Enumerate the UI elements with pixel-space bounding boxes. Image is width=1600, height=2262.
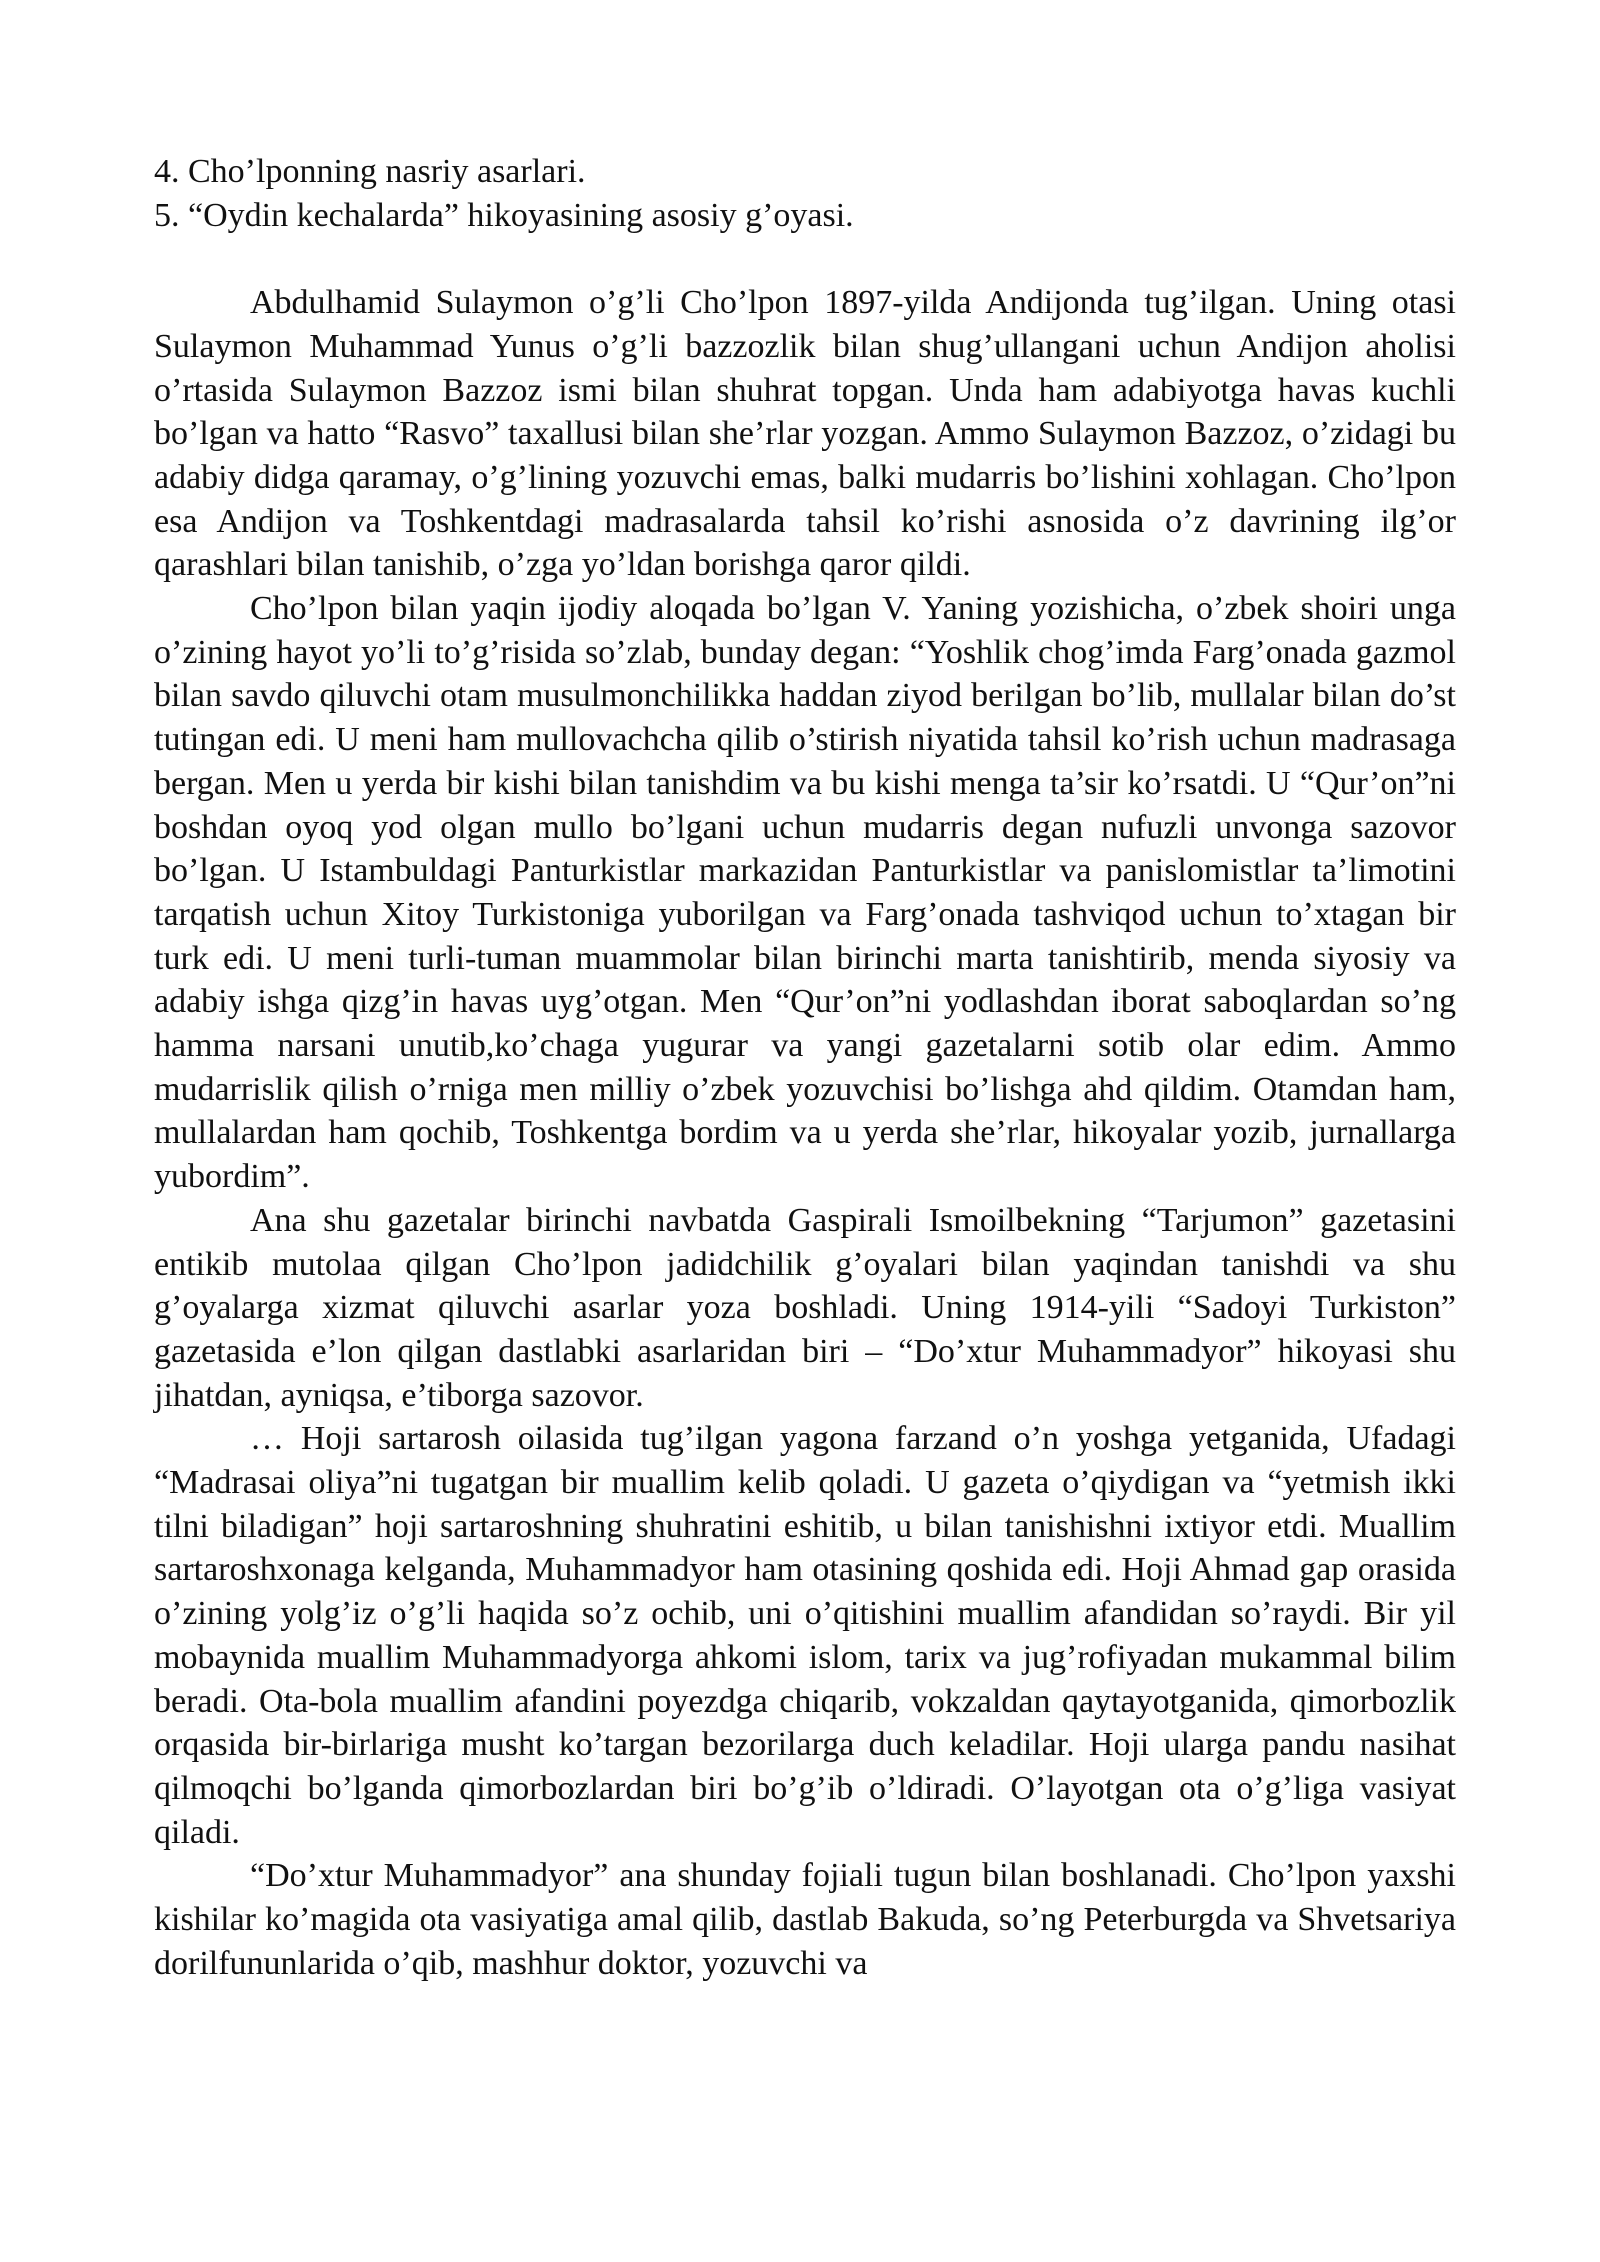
list-item: 5. “Oydin kechalarda” hikoyasining asosiy g’oyasi. (154, 196, 854, 234)
paragraph: … Hoji sartarosh oilasida tug’ilgan yagona farzand o’n yoshga yetganida, Ufadagi “Madrasai oliya”ni tugatgan bir muallim kelib qoladi. U gazeta o’qiydigan va “yetmish ikki tilni biladigan” hoji sartaroshning shuhratini eshitib, u bilan tanishishni ixtiyor etdi. Muallim sartaroshxonaga kelganda, Muhammadyor ham otasining qoshida edi. Hoji Ahmad gap orasida o’zining yolg’iz o’g’li haqida so’z ochib, uni o’qitishini muallim afandidan so’raydi. Bir yil mobaynida muallim Muhammadyorga ahkomi islom, tarix va jug’rofiyadan mukammal bilim beradi. Ota-bola muallim afandini poyezdga chiqarib, vokzaldan qaytayotganida, qimorbozlik orqasida bir-birlariga musht ko’targan bezorilarga duch keladilar. Hoji ularga pandu nasihat qilmoqchi bo’lganda qimorbozlardan biri bo’g’ib o’ldiradi. O’layotgan ota o’g’liga vasiyat qiladi. (154, 1420, 1456, 1851)
document-page (154, 150, 1456, 1986)
blank-line (154, 237, 1456, 281)
paragraph: Abdulhamid Sulaymon o’g’li Cho’lpon 1897-yilda Andijonda tug’ilgan. Uning otasi Sulaymon Muhammad Yunus o’g’li bazzozlik bilan shug’ullangani uchun Andijon aholisi o’rtasida Sulaymon Bazzoz ismi bilan shuhrat topgan. Unda ham adabiyotga havas kuchli bo’lgan va hatto “Rasvo” taxallusi bilan she’rlar yozgan. Ammo Sulaymon Bazzoz, o’zidagi bu adabiy didga qaramay, o’g’lining yozuvchi emas, balki mudarris bo’lishini xohlagan. Cho’lpon esa Andijon va Toshkentdagi madrasalarda tahsil ko’rishi asnosida o’z davrining ilg’or qarashlari bilan tanishib, o’zga yo’ldan borishga qaror qildi. (154, 284, 1456, 584)
paragraph: Ana shu gazetalar birinchi navbatda Gaspirali Ismoilbekning “Tarjumon” gazetasini entikib mutolaa qilgan Cho’lpon jadidchilik g’oyalari bilan yaqindan tanishdi va shu g’oyalarga xizmat qiluvchi asarlar yoza boshladi. Uning 1914-yili “Sadoyi Turkiston” gazetasida e’lon qilgan dastlabki asarlaridan biri – “Do’xtur Muhammadyor” hikoyasi shu jihatdan, ayniqsa, e’tiborga sazovor. (154, 1201, 1456, 1414)
paragraph: Cho’lpon bilan yaqin ijodiy aloqada bo’lgan V. Yaning yozishicha, o’zbek shoiri unga o’zining hayot yo’li to’g’risida so’zlab, bunday degan: “Yoshlik chog’imda Farg’onada gazmol bilan savdo qiluvchi otam musulmonchilikka haddan ziyod berilgan bo’lib, mullalar bilan do’st tutingan edi. U meni ham mullovachcha qilib o’stirish niyatida tahsil ko’rish uchun madrasaga bergan. Men u yerda bir kishi bilan tanishdim va bu kishi menga ta’sir ko’rsatdi. U “Qur’on”ni boshdan oyoq yod olgan mullo bo’lgani uchun mudarris degan nufuzli unvonga sazovor bo’lgan. U Istambuldagi Panturkistlar markazidan Panturkistlar va panislomistlar ta’limotini tarqatish uchun Xitoy Turkistoniga yuborilgan va Farg’onada tashviqod uchun to’xtagan bir turk edi. U meni turli-tuman muammolar bilan birinchi marta tanishtirib, menda siyosiy va adabiy ishga qizg’in havas uyg’otgan. Men “Qur’on”ni yodlashdan iborat saboqlardan so’ng hamma narsani unutib,ko’chaga yugurar va yangi gazetalarni sotib olar edim. Ammo mudarrislik qilish o’rniga men milliy o’zbek yozuvchisi bo’lishga ahd qildim. Otamdan ham, mullalardan ham qochib, Toshkentga bordim va u yerda she’rlar, hikoyalar yozib, jurnallarga yubordim”. (154, 590, 1456, 1196)
list-item: 4. Cho’lponning nasriy asarlari. (154, 153, 586, 190)
paragraph: “Do’xtur Muhammadyor” ana shunday fojiali tugun bilan boshlanadi. Cho’lpon yaxshi kishilar ko’magida ota vasiyatiga amal qilib, dastlab Bakuda, so’ng Peterburgda va Shvetsariya dorilfununlarida o’qib, mashhur doktor, yozuvchi va (154, 1857, 1456, 1982)
